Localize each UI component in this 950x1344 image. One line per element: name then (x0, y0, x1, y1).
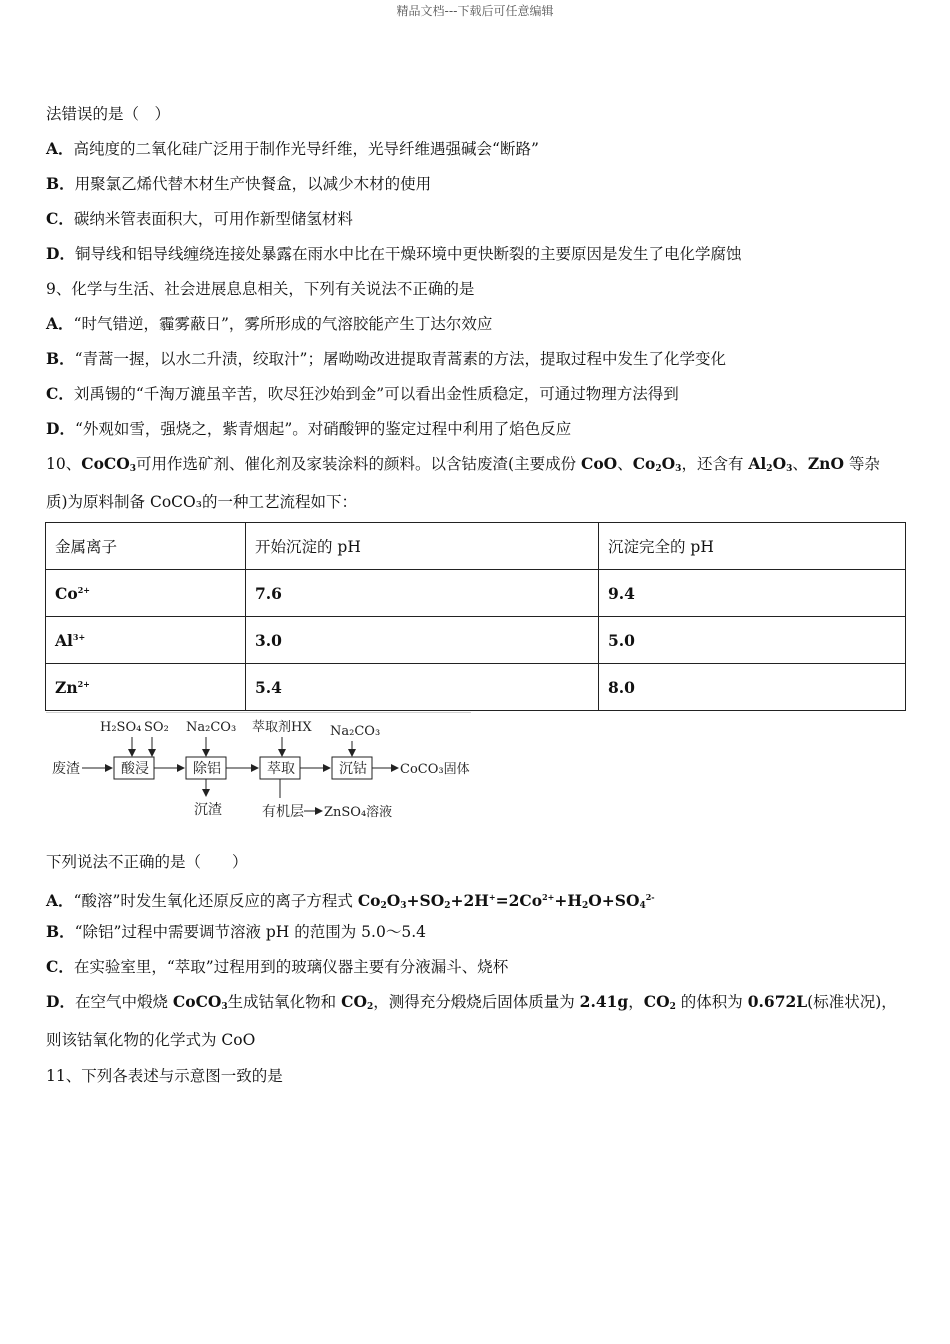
byproduct-organic: 有机层 (262, 804, 304, 820)
flow-input: 废渣 (52, 761, 80, 777)
option-text: “外观如雪，强烧之，紫青烟起”。对硝酸钾的鉴定过程中利用了焰色反应 (74, 420, 572, 438)
option-label: A． (46, 314, 74, 333)
q9-option-b (46, 349, 726, 369)
q8-stem-tail: 法错误的是（ ） (46, 105, 171, 123)
q9-option-a (46, 314, 492, 334)
q8-option-a (46, 139, 539, 159)
ion-charge: 3+ (72, 631, 86, 642)
option-text: “时气错逆，霾雾蔽日”，雾所形成的气溶胶能产生丁达尔效应 (73, 315, 493, 333)
option-text: 在实验室里，“萃取”过程用到的玻璃仪器主要有分液漏斗、烧杯 (73, 958, 509, 976)
ion-cell (46, 664, 246, 711)
table-row (46, 617, 906, 664)
option-text: 铜导线和铝导线缠绕连接处暴露在雨水中比在干燥环境中更快断裂的主要原因是发生了电化学腐蚀 (74, 245, 742, 263)
option-label: C． (46, 957, 74, 976)
option-label: A． (46, 139, 74, 158)
q10-stem-line1: 10、CoCO$_3$可用作选矿剂、催化剂及家装涂料的颜料。以含钴废渣(主要成份 CoO、$Co_2O_3$，还含有 $Al_2O_3$、ZnO 等杂 (46, 454, 880, 474)
reagent-extractant: 萃取剂HX (252, 720, 312, 735)
ion-symbol: Zn (55, 677, 78, 697)
reagent-h2so4: H₂SO₄ (100, 720, 142, 735)
start-ph-cell: 7.6 (246, 570, 599, 617)
q10-option-d-line2: 则该钴氧化物的化学式为 CoO (46, 1031, 256, 1049)
complete-ph-cell: 8.0 (599, 664, 906, 711)
table-header-row (46, 523, 906, 570)
step-label: 萃取 (267, 761, 295, 777)
step-label: 酸浸 (121, 761, 149, 777)
option-text: “除铝”过程中需要调节溶液 pH 的范围为 5.0～5.4 (74, 923, 426, 941)
option-label: B． (46, 349, 75, 368)
ion-symbol: Al (55, 630, 73, 650)
table-row (46, 570, 906, 617)
q8-option-d (46, 244, 741, 264)
q11-stem: 11、下列各表述与示意图一致的是 (46, 1067, 283, 1085)
reagent-na2co3: Na₂CO₃ (186, 720, 237, 735)
flow-output: CoCO₃固体 (400, 762, 470, 777)
ion-cell (46, 617, 246, 664)
q9-option-d (46, 419, 571, 439)
option-text: 刘禹锡的“千淘万漉虽辛苦，吹尽狂沙始到金”可以看出金性质稳定，可通过物理方法得到 (73, 385, 679, 403)
ion-charge: 2+ (77, 584, 90, 595)
option-label: B． (46, 922, 75, 941)
byproduct-znso4: ZnSO₄溶液 (324, 805, 393, 820)
option-label: D． (46, 244, 75, 263)
q10-option-d-line1: D．在空气中煅烧 CoCO$_3$生成钴氧化物和 $CO_2$，测得充分煅烧后固体质量为 2.41g，$CO_2$ 的体积为 0.672L(标准状况)， (46, 992, 897, 1012)
start-ph-cell: 3.0 (246, 617, 599, 664)
table-header: 开始沉淀的 pH (246, 523, 599, 570)
reagent-so2: SO₂ (144, 720, 169, 735)
table-header: 沉淀完全的 pH (599, 523, 906, 570)
byproduct-sediment: 沉渣 (194, 802, 222, 818)
option-text: 碳纳米管表面积大，可用作新型储氢材料 (73, 210, 353, 228)
q10-question: 下列说法不正确的是（ ） (46, 853, 248, 871)
process-flow-diagram (46, 712, 476, 824)
step-label: 沉钴 (339, 761, 367, 777)
q8-option-c (46, 209, 353, 229)
q10-option-a: A．“酸溶”时发生氧化还原反应的离子方程式 $Co_2O_3+SO_2+2H^+=2Co^{2+}+H_2O+SO_4^{2-}$ (46, 891, 655, 911)
start-ph-cell: 5.4 (246, 664, 599, 711)
step-label: 除铝 (193, 761, 221, 777)
q8-option-b (46, 174, 431, 194)
q10-stem-line2: 质)为原料制备 CoCO₃的一种工艺流程如下： (46, 493, 357, 511)
option-text: 高纯度的二氧化硅广泛用于制作光导纤维，光导纤维遇强碱会“断路” (73, 140, 539, 158)
ion-charge: 2+ (77, 678, 90, 689)
ion-cell (46, 570, 246, 617)
q9-option-c (46, 384, 679, 404)
option-label: D． (46, 419, 75, 438)
complete-ph-cell: 9.4 (599, 570, 906, 617)
q10-option-b (46, 922, 426, 942)
ion-symbol: Co (55, 583, 78, 603)
option-text: 用聚氯乙烯代替木材生产快餐盒，以减少木材的使用 (74, 175, 432, 193)
option-label: B． (46, 174, 75, 193)
table-header: 金属离子 (46, 523, 246, 570)
table-row (46, 664, 906, 711)
q9-stem: 9、化学与生活、社会进展息息相关，下列有关说法不正确的是 (46, 280, 475, 298)
option-label: C． (46, 384, 74, 403)
q10-option-c (46, 957, 508, 977)
page-header: 精品文档---下载后可任意编辑 (396, 4, 554, 18)
ph-table (45, 522, 906, 711)
complete-ph-cell: 5.0 (599, 617, 906, 664)
reagent-na2co3: Na₂CO₃ (330, 724, 381, 739)
option-label: C． (46, 209, 74, 228)
option-text: “青蒿一握，以水二升渍，绞取汁”；屠呦呦改进提取青蒿素的方法，提取过程中发生了化学变化 (74, 350, 726, 368)
